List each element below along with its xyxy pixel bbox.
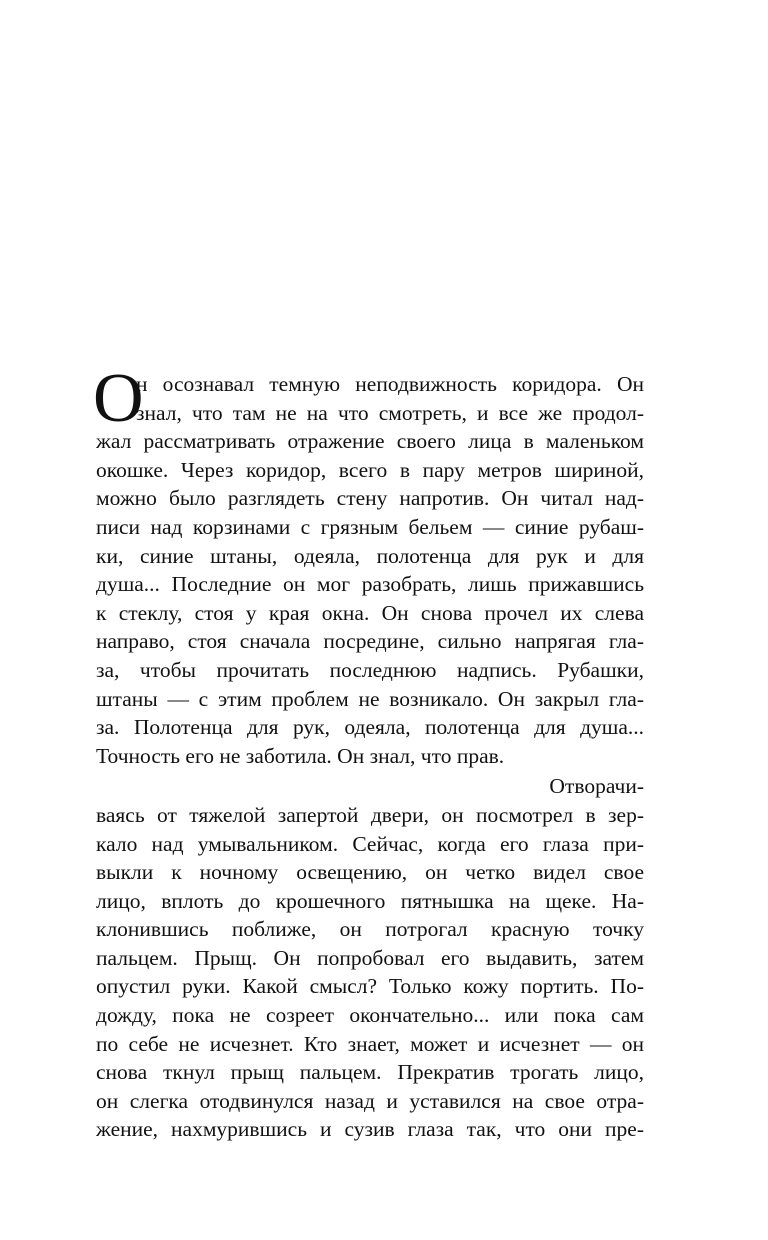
text-line: н осознавал темную неподвижность коридора. Он xyxy=(136,372,644,396)
text-line: ки, синие штаны, одеяла, полотенца для рук и для xyxy=(96,543,644,568)
paragraph-1 xyxy=(93,360,644,770)
book-page xyxy=(93,360,644,1144)
text-line: за, чтобы прочитать последнюю надпись. Рубашки, xyxy=(96,657,644,682)
text-line: пальцем. Прыщ. Он попробовал его выдавить, затем xyxy=(96,945,644,970)
text-line: кало над умывальником. Сейчас, когда его глаза при- xyxy=(96,831,644,856)
text-line: ваясь от тяжелой запертой двери, он посмотрел в зер- xyxy=(96,802,644,827)
text-line: штаны — с этим проблем не возникало. Он закрыл гла- xyxy=(96,686,644,711)
text-line: клонившись поближе, он потрогал красную точку xyxy=(96,917,644,942)
text-line: он слегка отодвинулся назад и уставился на свое отра- xyxy=(96,1088,644,1113)
text-line: выкли к ночному освещению, он четко видел свое xyxy=(96,860,644,885)
drop-cap: О xyxy=(93,360,144,437)
text-line: знал, что там не на что смотреть, и все же продол- xyxy=(136,400,644,425)
text-line: опустил руки. Какой смысл? Только кожу портить. По- xyxy=(96,974,644,999)
text-line: Точность его не заботила. Он знал, что прав. xyxy=(96,743,505,768)
text-line: жение, нахмурившись и сузив глаза так, что они пре- xyxy=(96,1117,644,1142)
text-line: к стеклу, стоя у края окна. Он снова прочел их слева xyxy=(96,600,644,625)
text-line: окошке. Через коридор, всего в пару метров шириной, xyxy=(96,457,644,482)
text-line: по себе не исчезнет. Кто знает, может и исчезнет — он xyxy=(96,1031,644,1056)
text-line: направо, стоя сначала посредине, сильно напрягая гла- xyxy=(96,629,644,654)
text-line: Отворачи- xyxy=(549,774,644,799)
text-line: можно было разглядеть стену напротив. Он читал над- xyxy=(96,486,644,511)
text-line: писи над корзинами с грязным бельем — синие рубаш- xyxy=(96,514,644,539)
text-line: душа... Последние он мог разобрать, лишь прижавшись xyxy=(96,572,644,597)
paragraph-2 xyxy=(96,772,644,1144)
text-line: лицо, вплоть до крошечного пятнышка на щеке. На- xyxy=(96,888,644,913)
text-line: дожду, пока не созреет окончательно... или пока сам xyxy=(96,1003,644,1028)
text-line: жал рассматривать отражение своего лица в маленьком xyxy=(96,429,644,454)
text-line: за. Полотенца для рук, одеяла, полотенца для душа... xyxy=(96,715,644,740)
text-line: снова ткнул прыщ пальцем. Прекратив трогать лицо, xyxy=(96,1060,644,1085)
